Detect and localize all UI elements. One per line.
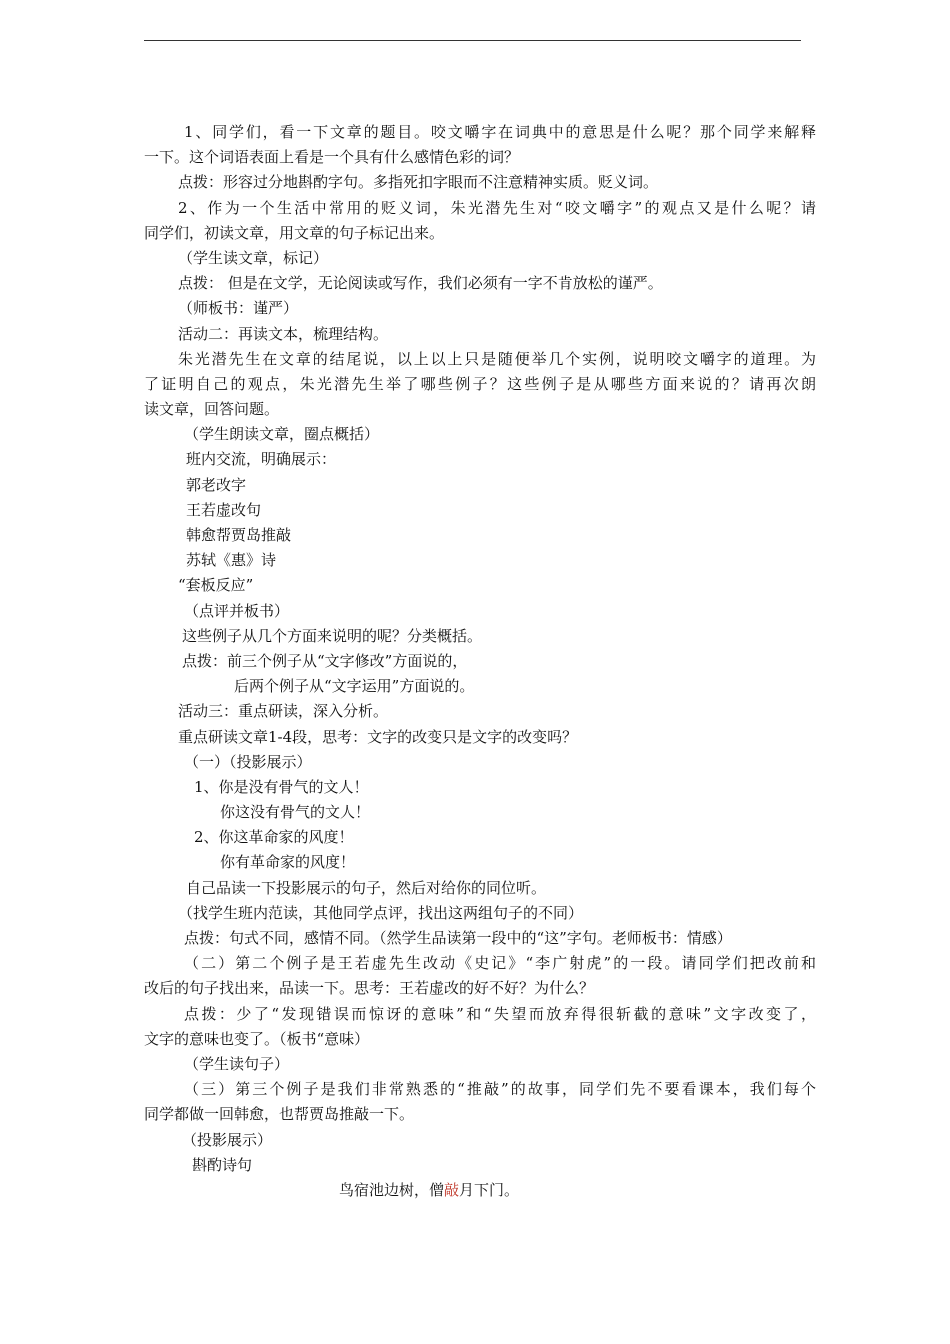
text-line: 活动二：再读文本，梳理结构。 <box>178 324 389 343</box>
text-line: 点拨：形容过分地斟酌字句。多指死扣字眼而不注意精神实质。贬义词。 <box>178 173 659 192</box>
text-line: 班内交流，明确展示： <box>186 450 337 469</box>
text-line: （二）第二个例子是王若虚先生改动《史记》“李广射虎”的一段。请同学们把改前和 <box>184 954 816 973</box>
poem-text: 鸟宿池边树，僧 <box>338 1180 444 1199</box>
text-line: 1、同学们，看一下文章的题目。咬文嚼字在词典中的意思是什么呢？那个同学来解释 <box>184 123 816 141</box>
text-line: 同学们，初读文章，用文章的句子标记出来。 <box>144 223 445 242</box>
document-body <box>144 120 816 1203</box>
text-line: 2、你这革命家的风度！ <box>194 828 354 847</box>
text-line: （点评并板书） <box>184 601 290 620</box>
text-line: 改后的句子找出来，品读一下。思考：王若虚改的好不好？为什么？ <box>144 979 595 998</box>
text-line: 斟酌诗句 <box>192 1155 253 1174</box>
text-line: （找学生班内范读，其他同学点评，找出这两组句子的不同） <box>178 903 584 922</box>
text-line: 重点研读文章1-4段，思考：文字的改变只是文字的改变吗？ <box>178 727 578 746</box>
text-line: 这些例子从几个方面来说明的呢？分类概括。 <box>182 626 483 645</box>
text-line: 读文章，回答问题。 <box>144 400 280 419</box>
header-rule <box>144 40 801 41</box>
text-line: 了证明自己的观点，朱光潜先生举了哪些例子？这些例子是从哪些方面来说的？请再次朗 <box>144 374 816 393</box>
text-line: 自己品读一下投影展示的句子，然后对给你的同位听。 <box>186 878 547 897</box>
text-line: 韩愈帮贾岛推敲 <box>186 526 292 544</box>
text-line: （师板书：谨严） <box>178 299 299 318</box>
poem-line <box>144 1178 714 1203</box>
text-line: 点拨：少了“发现错误而惊讶的意味”和“失望而放弃得很斩截的意味”文字改变了， <box>184 1004 816 1023</box>
text-line: 活动三：重点研读，深入分析。 <box>178 702 389 721</box>
text-line: （学生读句子） <box>184 1054 290 1073</box>
text-line: 朱光潜先生在文章的结尾说，以上以上只是随便举几个实例，说明咬文嚼字的道理。为 <box>178 349 816 368</box>
text-line: 文字的意味也变了。（板书“意味） <box>144 1029 370 1048</box>
text-line: 郭老改字 <box>186 475 247 494</box>
text-line: 你有革命家的风度！ <box>220 853 356 872</box>
poem-text: 月下门。 <box>459 1180 520 1199</box>
text-line: 王若虚改句 <box>186 500 262 519</box>
text-line: 1、你是没有骨气的文人！ <box>194 777 369 796</box>
text-line: 点拨：句式不同，感情不同。（然学生品读第一段中的“这”字句。老师板书：情感） <box>184 929 732 947</box>
text-line: 一下。这个词语表面上看是一个具有什么感情色彩的词？ <box>144 148 520 167</box>
text-line: 同学都做一回韩愈，也帮贾岛推敲一下。 <box>144 1105 415 1124</box>
text-line: 点拨： 但是在文学，无论阅读或写作，我们必须有一字不肯放松的谨严。 <box>178 274 663 293</box>
text-line: （三）第三个例子是我们非常熟悉的“推敲”的故事，同学们先不要看课本，我们每个 <box>184 1080 816 1099</box>
text-line: （投影展示） <box>182 1130 273 1149</box>
text-line: 苏轼《惠》诗 <box>186 551 277 570</box>
text-line: （一）（投影展示） <box>184 752 312 771</box>
text-line: 后两个例子从“文字运用”方面说的。 <box>234 677 475 696</box>
text-line: 2、作为一个生活中常用的贬义词，朱光潜先生对“咬文嚼字”的观点又是什么呢？请 <box>178 198 816 217</box>
text-line: “套板反应” <box>178 576 254 595</box>
text-line: （学生读文章，标记） <box>178 248 329 267</box>
text-line: （学生朗读文章，圈点概括） <box>184 425 380 444</box>
highlighted-character: 敲 <box>443 1180 459 1199</box>
text-line: 点拨：前三个例子从“文字修改”方面说的， <box>182 651 468 670</box>
text-line: 你这没有骨气的文人！ <box>220 803 371 822</box>
